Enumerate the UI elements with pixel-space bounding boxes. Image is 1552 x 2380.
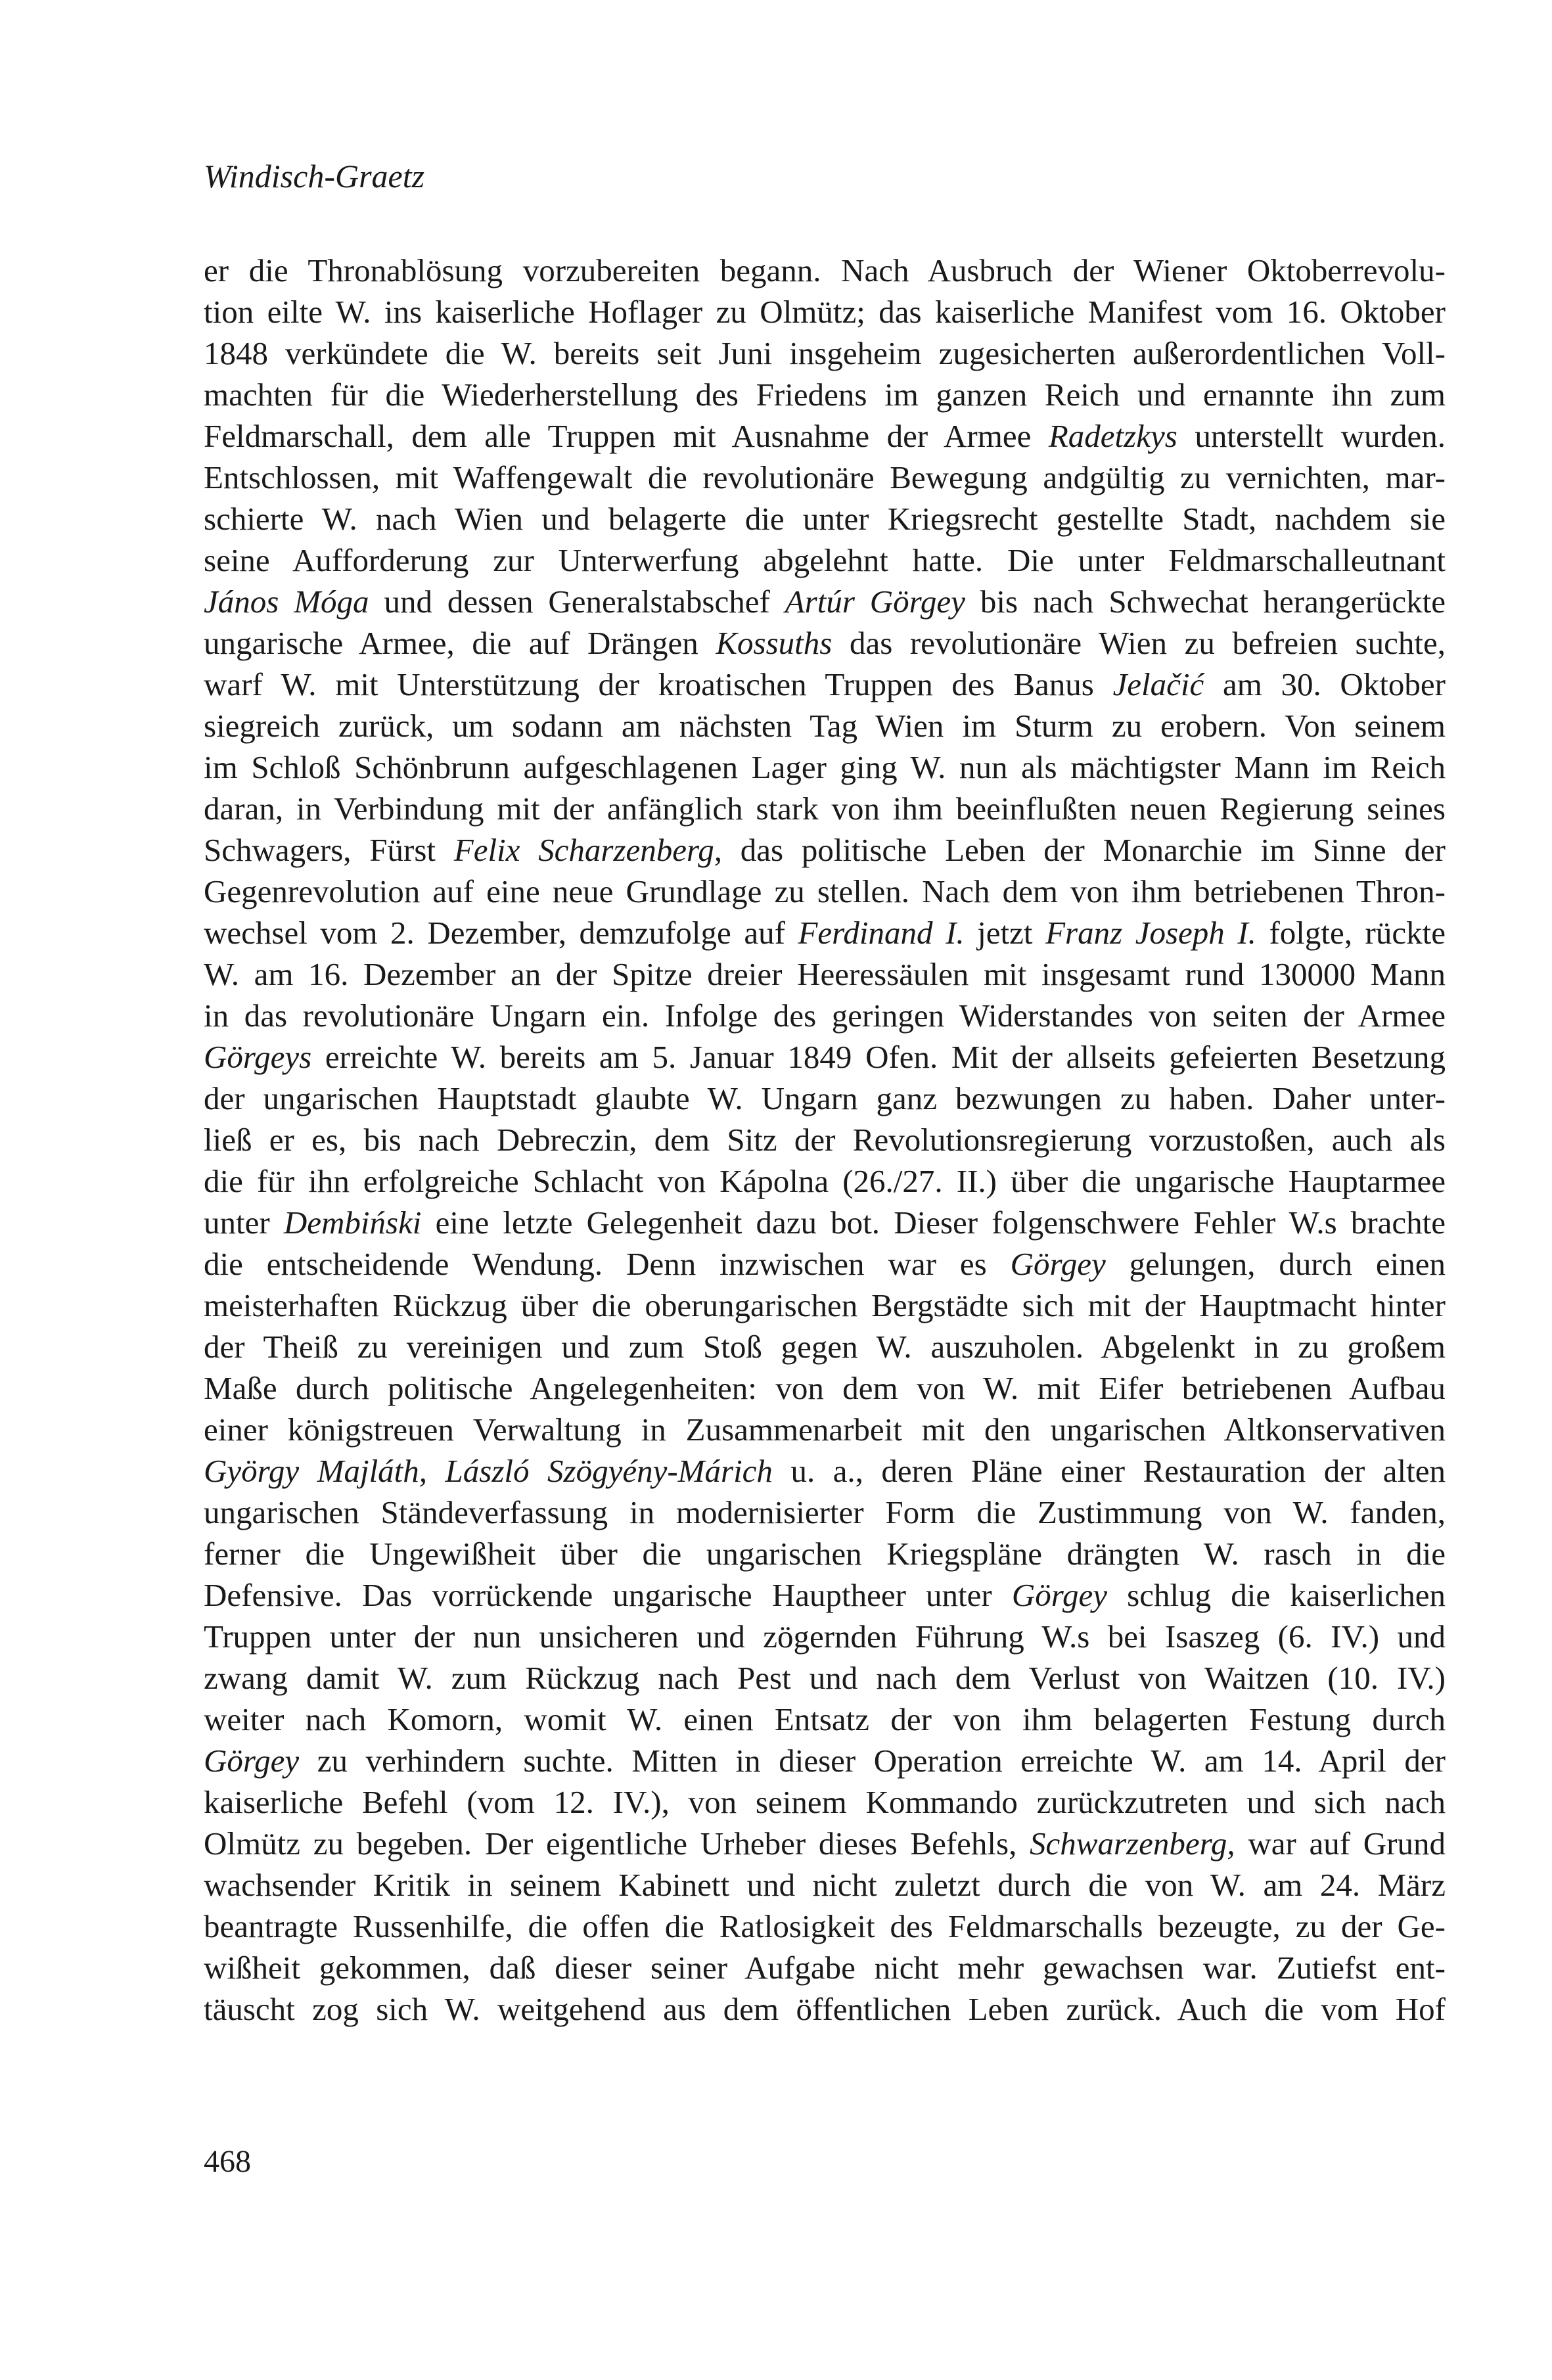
- italic-name: Schwarzenberg,: [1030, 1825, 1235, 1862]
- text-segment: täuscht zog sich W. weitgehend aus dem öffentlichen Leben zurück. Auch die vom Hof: [204, 1991, 1446, 2027]
- body-text: [204, 250, 1446, 2030]
- text-segment: wechsel vom 2. Dezember, demzufolge auf: [204, 915, 798, 951]
- text-line: [204, 953, 1446, 995]
- text-line: [204, 912, 1446, 953]
- text-line: [204, 1781, 1446, 1823]
- italic-name: Görgey: [1010, 1246, 1106, 1282]
- text-segment: kaiserliche Befehl (vom 12. IV.), von seinem Kommando zurückzutreten und sich nach: [204, 1784, 1446, 1820]
- text-line: [204, 995, 1446, 1036]
- text-line: [204, 1616, 1446, 1657]
- text-segment: seine Aufforderung zur Unterwerfung abgelehnt hatte. Die unter Feldmarschalleutnant: [204, 542, 1446, 578]
- text-segment: Entschlossen, mit Waffengewalt die revolutionäre Bewegung andgültig zu vernichten, mar-: [204, 459, 1446, 495]
- text-segment: einer königstreuen Verwaltung in Zusammenarbeit mit den ungarischen Altkonservativen: [204, 1411, 1446, 1448]
- italic-name: Görgey: [1011, 1577, 1108, 1613]
- text-segment: W. am 16. Dezember an der Spitze dreier Heeressäulen mit insgesamt rund 130000 Mann: [204, 956, 1446, 992]
- text-segment: am 30. Oktober: [1204, 666, 1446, 702]
- text-segment: schierte W. nach Wien und belagerte die unter Kriegsrecht gestellte Stadt, nachdem sie: [204, 501, 1446, 537]
- text-line: [204, 829, 1446, 871]
- text-line: [204, 291, 1446, 332]
- text-segment: er die Thronablösung vorzubereiten begann. Nach Ausbruch der Wiener Oktoberrevolu-: [204, 252, 1446, 288]
- text-segment: der ungarischen Hauptstadt glaubte W. Ungarn ganz bezwungen zu haben. Daher unter-: [204, 1080, 1446, 1116]
- text-line: [204, 1533, 1446, 1574]
- text-line: [204, 1202, 1446, 1243]
- text-line: [204, 1119, 1446, 1160]
- text-segment: in das revolutionäre Ungarn ein. Infolge des geringen Widerstandes von seiten der Armee: [204, 997, 1446, 1034]
- text-line: [204, 1906, 1446, 1947]
- text-line: [204, 1450, 1446, 1492]
- text-segment: Truppen unter der nun unsicheren und zögernden Führung W.s bei Isaszeg (6. IV.) und: [204, 1618, 1446, 1655]
- text-segment: daran, in Verbindung mit der anfänglich stark von ihm beeinflußten neuen Regierung seines: [204, 790, 1446, 827]
- text-line: [204, 746, 1446, 788]
- italic-name: Kossuths: [716, 625, 833, 661]
- text-segment: gelungen, durch einen: [1105, 1246, 1446, 1282]
- page-number: 468: [204, 2144, 251, 2179]
- italic-name: Radetzkys: [1048, 418, 1177, 454]
- text-line: [204, 1160, 1446, 1202]
- text-segment: war auf Grund: [1235, 1825, 1446, 1862]
- italic-name: Artúr Görgey: [785, 584, 965, 620]
- text-line: [204, 1699, 1446, 1740]
- italic-name: Franz Joseph I.: [1045, 915, 1256, 951]
- text-line: [204, 1367, 1446, 1409]
- text-line: [204, 1864, 1446, 1906]
- text-segment: u. a., deren Pläne einer Restauration der alten: [772, 1453, 1446, 1489]
- text-line: [204, 871, 1446, 912]
- text-segment: wachsender Kritik in seinem Kabinett und nicht zuletzt durch die von W. am 24. März: [204, 1867, 1446, 1903]
- text-segment: Gegenrevolution auf eine neue Grundlage zu stellen. Nach dem von ihm betriebenen Thron-: [204, 873, 1446, 909]
- text-segment: schlug die kaiserlichen: [1107, 1577, 1446, 1613]
- text-line: [204, 1574, 1446, 1616]
- text-segment: 1848 verkündete die W. bereits seit Juni insgeheim zugesicherten außerordentlichen Voll-: [204, 335, 1446, 371]
- text-segment: warf W. mit Unterstützung der kroatischen Truppen des Banus: [204, 666, 1113, 702]
- text-segment: die für ihn erfolgreiche Schlacht von Kápolna (26./27. II.) über die ungarische Hauptarmee: [204, 1163, 1446, 1199]
- text-segment: Olmütz zu begeben. Der eigentliche Urheber dieses Befehls,: [204, 1825, 1030, 1862]
- text-line: [204, 1409, 1446, 1450]
- text-segment: und dessen Generalstabschef: [369, 584, 785, 620]
- text-segment: meisterhaften Rückzug über die oberungarischen Bergstädte sich mit der Hauptmacht hinter: [204, 1287, 1446, 1323]
- text-segment: das politische Leben der Monarchie im Sinne der: [722, 832, 1446, 868]
- italic-name: György Majláth, László Szögyény-Márich: [204, 1453, 773, 1489]
- text-segment: jetzt: [964, 915, 1046, 951]
- text-line: [204, 664, 1446, 705]
- text-line: [204, 332, 1446, 374]
- text-segment: erreichte W. bereits am 5. Januar 1849 Ofen. Mit der allseits gefeierten Besetzung: [311, 1039, 1446, 1075]
- italic-name: Ferdinand I.: [798, 915, 965, 951]
- text-line: [204, 1326, 1446, 1367]
- text-line: [204, 1078, 1446, 1119]
- italic-name: Dembiński: [283, 1204, 422, 1241]
- text-line: [204, 581, 1446, 622]
- text-segment: ungarische Armee, die auf Drängen: [204, 625, 716, 661]
- italic-name: Görgey: [204, 1743, 300, 1779]
- text-segment: unter: [204, 1204, 284, 1241]
- text-line: [204, 1243, 1446, 1285]
- italic-name: János Móga: [204, 584, 369, 620]
- text-segment: machten für die Wiederherstellung des Friedens im ganzen Reich und ernannte ihn zum: [204, 377, 1446, 413]
- text-segment: die entscheidende Wendung. Denn inzwischen war es: [204, 1246, 1011, 1282]
- text-segment: folgte, rückte: [1256, 915, 1446, 951]
- italic-name: Görgeys: [204, 1039, 312, 1075]
- text-segment: im Schloß Schönbrunn aufgeschlagenen Lager ging W. nun als mächtigster Mann im Reich: [204, 749, 1446, 785]
- text-segment: Maße durch politische Angelegenheiten: von dem von W. mit Eifer betriebenen Aufbau: [204, 1370, 1446, 1406]
- text-line: [204, 1657, 1446, 1699]
- text-segment: ungarischen Ständeverfassung in modernisierter Form die Zustimmung von W. fanden,: [204, 1494, 1446, 1530]
- text-line: [204, 1492, 1446, 1533]
- text-line: [204, 1823, 1446, 1864]
- text-line: [204, 1285, 1446, 1326]
- text-line: [204, 788, 1446, 829]
- text-segment: Defensive. Das vorrückende ungarische Hauptheer unter: [204, 1577, 1012, 1613]
- running-head: Windisch-Graetz: [204, 158, 425, 195]
- text-line: [204, 1740, 1446, 1781]
- text-segment: der Theiß zu vereinigen und zum Stoß gegen W. auszuholen. Abgelenkt in zu großem: [204, 1329, 1446, 1365]
- text-segment: weiter nach Komorn, womit W. einen Entsatz der von ihm belagerten Festung durch: [204, 1701, 1446, 1737]
- text-segment: zwang damit W. zum Rückzug nach Pest und nach dem Verlust von Waitzen (10. IV.): [204, 1660, 1446, 1696]
- italic-name: Jelačić: [1112, 666, 1204, 702]
- text-line: [204, 1988, 1446, 2030]
- text-segment: wißheit gekommen, daß dieser seiner Aufgabe nicht mehr gewachsen war. Zutiefst ent-: [204, 1950, 1446, 1986]
- text-segment: beantragte Russenhilfe, die offen die Ratlosigkeit des Feldmarschalls bezeugte, zu der Ge-: [204, 1908, 1446, 1944]
- text-segment: eine letzte Gelegenheit dazu bot. Dieser folgenschwere Fehler W.s brachte: [421, 1204, 1446, 1241]
- text-line: [204, 498, 1446, 539]
- text-segment: Feldmarschall, dem alle Truppen mit Ausnahme der Armee: [204, 418, 1049, 454]
- text-segment: tion eilte W. ins kaiserliche Hoflager zu Olmütz; das kaiserliche Manifest vom 16. Oktober: [204, 294, 1446, 330]
- italic-name: Felix Scharzenberg,: [453, 832, 723, 868]
- text-segment: das revolutionäre Wien zu befreien suchte,: [832, 625, 1446, 661]
- text-segment: ließ er es, bis nach Debreczin, dem Sitz der Revolutionsregierung vorzustoßen, auch als: [204, 1122, 1446, 1158]
- text-line: [204, 415, 1446, 457]
- text-segment: Schwagers, Fürst: [204, 832, 454, 868]
- text-segment: siegreich zurück, um sodann am nächsten Tag Wien im Sturm zu erobern. Von seinem: [204, 708, 1446, 744]
- text-line: [204, 374, 1446, 415]
- text-segment: unterstellt wurden.: [1177, 418, 1446, 454]
- text-line: [204, 1036, 1446, 1078]
- text-line: [204, 705, 1446, 746]
- text-line: [204, 1947, 1446, 1988]
- text-line: [204, 250, 1446, 291]
- text-segment: ferner die Ungewißheit über die ungarischen Kriegspläne drängten W. rasch in die: [204, 1536, 1446, 1572]
- text-line: [204, 539, 1446, 581]
- text-segment: zu verhindern suchte. Mitten in dieser Operation erreichte W. am 14. April der: [299, 1743, 1446, 1779]
- text-line: [204, 622, 1446, 664]
- text-line: [204, 457, 1446, 498]
- text-segment: bis nach Schwechat herangerückte: [965, 584, 1446, 620]
